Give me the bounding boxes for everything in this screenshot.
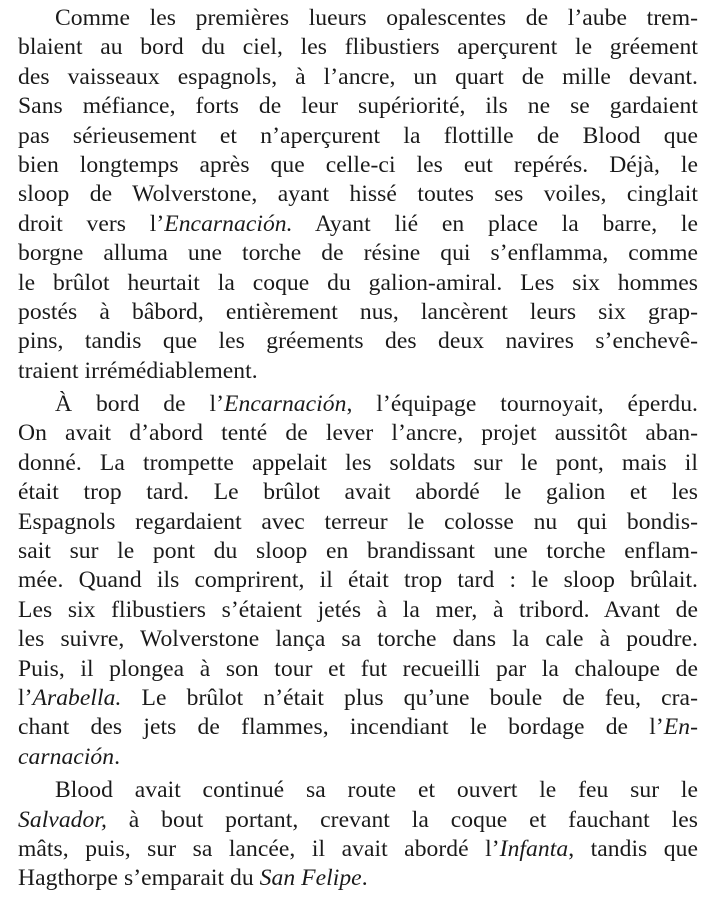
text-segment: , tandis que <box>568 835 698 862</box>
text-line <box>18 684 698 713</box>
text-line <box>18 122 698 151</box>
text-segment: pins, tandis que les gréements des deux navires s’enchevê- <box>18 328 698 355</box>
text-line <box>18 743 698 772</box>
text-segment: à bout portant, crevant la coque et fauchant les <box>106 806 698 833</box>
text-segment: . <box>114 743 121 770</box>
text-line <box>18 478 698 507</box>
text-line <box>18 298 698 327</box>
text-segment: l’ <box>18 684 33 711</box>
text-line <box>18 33 698 62</box>
text-segment: On avait d’abord tenté de lever l’ancre, projet aussitôt aban- <box>18 420 698 447</box>
text-segment: À bord de l’ <box>55 391 225 418</box>
text-line <box>18 390 698 419</box>
text-segment: Hagthorpe s’emparait du <box>18 865 260 892</box>
text-line <box>18 537 698 566</box>
text-segment: pas sérieusement et n’aperçurent la flottille de Blood que <box>18 122 698 149</box>
text-segment: Sans méfiance, forts de leur supériorité, ils ne se gardaient <box>18 93 698 120</box>
text-segment: , l’équipage tournoyait, éperdu. <box>346 391 698 418</box>
text-segment: mée. Quand ils comprirent, il était trop tard : le sloop brûlait. <box>18 567 698 594</box>
text-line <box>18 4 698 33</box>
italic-ship-name: San Felipe <box>259 865 362 892</box>
text-line <box>18 806 698 835</box>
text-segment: chant des jets de flammes, incendiant le bordage de l’ <box>18 714 664 741</box>
text-segment: Blood avait continué sa route et ouvert le feu sur le <box>55 777 698 804</box>
text-segment: droit vers l’ <box>18 210 165 237</box>
text-line <box>18 210 698 239</box>
text-line <box>18 419 698 448</box>
italic-ship-name: Infanta <box>499 835 569 862</box>
text-segment: mâts, puis, sur sa lancée, il avait abordé l’ <box>18 835 500 862</box>
text-line <box>18 357 698 386</box>
text-segment: borgne alluma une torche de résine qui s’enflamma, comme <box>18 240 698 267</box>
text-segment: Ayant lié en place la barre, le <box>292 210 698 237</box>
text-line <box>18 239 698 268</box>
text-segment: les suivre, Wolverstone lança sa torche dans la cale à poudre. <box>18 626 698 653</box>
text-line <box>18 625 698 654</box>
italic-ship-name: En- <box>663 714 698 741</box>
text-line <box>18 864 698 893</box>
italic-ship-name: carnación <box>18 743 115 770</box>
italic-ship-name: Arabella. <box>32 684 122 711</box>
italic-ship-name: Encarnación <box>224 391 347 418</box>
text-line <box>18 63 698 92</box>
text-segment: postés à bâbord, entièrement nus, lancèrent leurs six grap- <box>18 298 698 325</box>
italic-ship-name: Salvador, <box>18 806 107 833</box>
text-segment: des vaisseaux espagnols, à l’ancre, un quart de mille devant. <box>18 63 698 90</box>
paragraph <box>18 390 698 772</box>
text-segment: Comme les premières lueurs opalescentes de l’aube trem- <box>55 5 698 31</box>
text-line <box>18 655 698 684</box>
paragraph <box>18 776 698 894</box>
text-line <box>18 776 698 805</box>
paragraph <box>18 4 698 386</box>
text-segment: blaient au bord du ciel, les flibustiers aperçurent le gréement <box>18 34 698 61</box>
text-segment: sait sur le pont du sloop en brandissant une torche enflam- <box>18 538 698 565</box>
text-line <box>18 449 698 478</box>
text-segment: . <box>361 865 368 892</box>
text-line <box>18 835 698 864</box>
text-segment: sloop de Wolverstone, ayant hissé toutes ses voiles, cinglait <box>18 181 698 208</box>
text-segment: Le brûlot n’était plus qu’une boule de feu, cra- <box>121 684 698 711</box>
text-segment: traient irrémédiablement. <box>18 357 258 384</box>
text-line <box>18 92 698 121</box>
text-segment: Puis, il plongea à son tour et fut recueilli par la chaloupe de <box>18 655 698 682</box>
text-segment: Espagnols regardaient avec terreur le colosse nu qui bondis- <box>18 508 698 535</box>
text-segment: bien longtemps après que celle-ci les eut repérés. Déjà, le <box>18 151 698 178</box>
text-line <box>18 566 698 595</box>
text-segment: était trop tard. Le brûlot avait abordé le galion et les <box>18 479 698 506</box>
italic-ship-name: Encarnación. <box>164 210 293 237</box>
text-line <box>18 508 698 537</box>
text-line <box>18 151 698 180</box>
text-line <box>18 327 698 356</box>
text-line <box>18 269 698 298</box>
text-line <box>18 713 698 742</box>
text-segment: Les six flibustiers s’étaient jetés à la mer, à tribord. Avant de <box>18 596 698 623</box>
text-segment: donné. La trompette appelait les soldats sur le pont, mais il <box>18 449 698 476</box>
text-segment: le brûlot heurtait la coque du galion-amiral. Les six hommes <box>18 269 698 296</box>
text-line <box>18 596 698 625</box>
text-line <box>18 180 698 209</box>
